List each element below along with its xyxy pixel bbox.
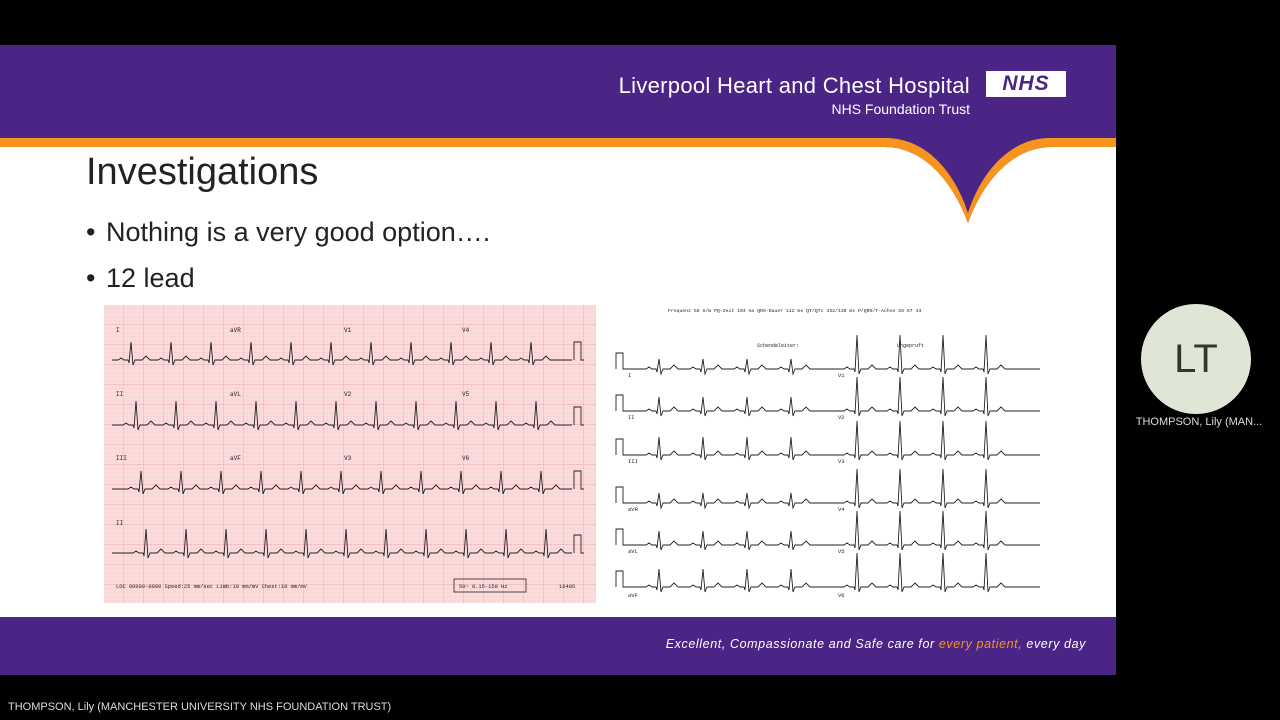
ecg-lead-label: III (628, 458, 638, 465)
ecg-lead-label: V2 (838, 414, 845, 421)
participant-name: THOMPSON, Lily (MAN... (1135, 416, 1263, 428)
ecg-lead-label: V6 (462, 455, 470, 462)
footer-band (0, 617, 1116, 675)
ecg-lead-label: V4 (838, 506, 845, 513)
ecg-footer-text: LOC 00000-0000 Speed:25 mm/sec Limb:10 mm/mV Chest:10 mm/mV (116, 584, 307, 590)
ecg-lead-label: V5 (838, 548, 845, 555)
ecg-lead-label: I (628, 372, 632, 379)
ecg-lead-label: III (116, 455, 127, 462)
ecg-lead-label: V5 (462, 391, 470, 398)
active-speaker-name: THOMPSON, Lily (MANCHESTER UNIVERSITY NHS FOUNDATION TRUST) (8, 701, 392, 713)
ecg-lead-label: II (116, 391, 124, 398)
bullet-dot-icon: • (86, 263, 96, 293)
ecg-lead-label: I (116, 327, 120, 334)
ecg-lead-label: V6 (838, 592, 845, 599)
avatar: LT (1141, 304, 1251, 414)
ecg-lead-label: aVR (628, 506, 638, 513)
ecg-lead-label: V3 (838, 458, 845, 465)
bullet-item (86, 263, 195, 294)
ecg-lead-label: V1 (838, 372, 845, 379)
tagline (666, 637, 1086, 651)
bullet-text: 12 lead (106, 263, 195, 293)
participant-tile[interactable] (1124, 300, 1274, 440)
trust-name: NHS Foundation Trust (831, 101, 970, 117)
bullet-text: Nothing is a very good option…. (106, 217, 491, 247)
tagline-highlight: every patient, (938, 637, 1023, 651)
ecg-lead-label: aVL (628, 548, 638, 555)
ecg-12-lead-image-left (104, 305, 596, 603)
ecg-lead-label: aVF (230, 455, 241, 462)
bullet-item (86, 217, 490, 248)
ecg-lead-label: V3 (344, 455, 352, 462)
ecg-lead-label: V2 (344, 391, 352, 398)
bullet-dot-icon: • (86, 217, 96, 247)
tagline-text: Excellent, Compassionate and Safe care for (665, 637, 939, 651)
ecg-caption-right: Ungepruft (897, 343, 925, 349)
ecg-lead-label: aVF (628, 592, 638, 599)
tagline-text: every day (1022, 637, 1086, 651)
ecg-code-text: 16405 (559, 584, 576, 590)
ecg-lead-label: aVL (230, 391, 241, 398)
ecg-lead-label: II (628, 414, 635, 421)
ecg-lead-label: aVR (230, 327, 241, 334)
hospital-name: Liverpool Heart and Chest Hospital (618, 73, 970, 98)
ecg-caption-left: Schendeleiter: (757, 343, 800, 349)
ecg-measurements: Frequenz 58 S/m PQ-Zeit 104 ms QRS-Dauer 112 ms QT/QTc 432/430 ms P/QRS/T-Achse 28 67 43 (668, 309, 922, 314)
ecg-lead-label: V4 (462, 327, 470, 334)
ecg-lead-label: V1 (344, 327, 352, 334)
ecg-lead-label: II (116, 520, 124, 527)
ecg-filter-text: 50~ 0.15-150 Hz (459, 584, 508, 590)
nhs-logo: NHS (986, 71, 1066, 97)
slide-title: Investigations (86, 151, 319, 193)
presentation-slide (0, 45, 1116, 675)
ecg-12-lead-image-right (612, 303, 1044, 601)
